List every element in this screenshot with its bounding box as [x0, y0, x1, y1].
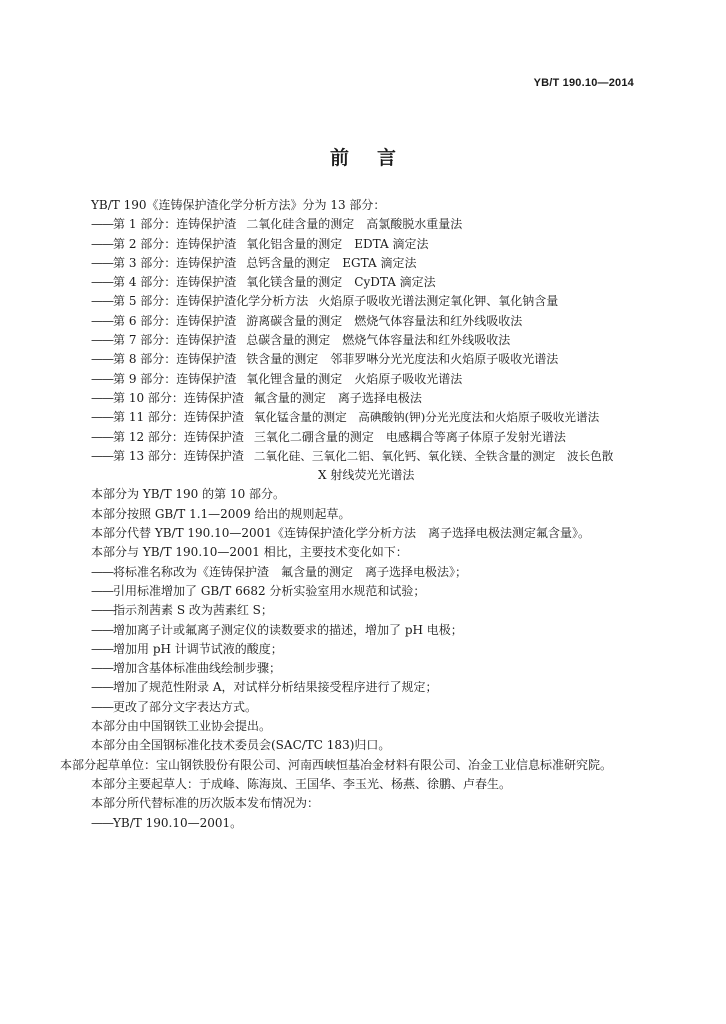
standard-code: YB/T 190.10—2014	[533, 77, 634, 89]
list-item: —— 第 9 部分：连铸保护渣 氧化锂含量的测定 火焰原子吸收光谱法	[91, 371, 463, 386]
list-item: —— 将标准名称改为《连铸保护渣 氟含量的测定 离子选择电极法》；	[91, 564, 468, 579]
drafting-units: 本部分起草单位：宝山钢铁股份有限公司、河南西峡恒基冶金材料有限公司、冶金工业信息标准研究院。	[60, 757, 613, 772]
drafters: 本部分主要起草人：于成峰、陈海岚、王国华、李玉光、杨燕、徐鹏、卢春生。	[91, 776, 512, 791]
parts-list	[60, 215, 640, 485]
list-item: —— 增加用 pH 计调节试液的酸度；	[91, 641, 283, 656]
list-item: —— 第 4 部分：连铸保护渣 氧化镁含量的测定 CyDTA 滴定法	[91, 275, 436, 290]
list-item: —— 第 5 部分：连铸保护渣化学分析方法 火焰原子吸收光谱法测定氧化钾、氧化钠含量	[91, 294, 559, 309]
page-title: 前言	[329, 147, 424, 169]
list-item: —— 第 1 部分：连铸保护渣 二氧化硅含量的测定 高氯酸脱水重量法	[91, 217, 463, 232]
list-item: —— 更改了部分文字表达方式。	[91, 699, 258, 714]
list-item: —— 第 10 部分：连铸保护渣 氟含量的测定 离子选择电极法	[91, 390, 422, 405]
intro-paragraph: YB/T 190《连铸保护渣化学分析方法》分为 13 部分：	[91, 198, 386, 212]
statement-drafting-rules: 本部分按照 GB/T 1.1—2009 给出的规则起草。	[91, 506, 351, 521]
list-item: —— 第 6 部分：连铸保护渣 游离碳含量的测定 燃烧气体容量法和红外线吸收法	[91, 313, 523, 328]
statement-replaces: 本部分代替 YB/T 190.10—2001《连铸保护渣化学分析方法 离子选择电极法测定氟含量》。	[91, 526, 590, 541]
list-item: —— 引用标准增加了 GB/T 6682 分析实验室用水规范和试验；	[91, 583, 426, 598]
proposed-by: 本部分由中国钢铁工业协会提出。	[91, 719, 272, 734]
list-item: —— YB/T 190.10—2001。	[91, 815, 243, 830]
list-item: —— 第 3 部分：连铸保护渣 总钙含量的测定 EGTA 滴定法	[91, 255, 417, 270]
list-item: —— 第 2 部分：连铸保护渣 氧化铝含量的测定 EDTA 滴定法	[91, 236, 429, 251]
list-item: —— 增加离子计或氟离子测定仪的读数要求的描述，增加了 pH 电极；	[91, 622, 463, 637]
list-item: —— 第 11 部分：连铸保护渣 氧化锰含量的测定 高碘酸钠(钾)分光光度法和火焰原子吸收光谱法	[91, 410, 600, 425]
list-item: —— 指示剂茜素 S 改为茜素红 S；	[91, 603, 273, 618]
list-item: —— 增加含基体标准曲线绘制步骤；	[91, 661, 282, 676]
list-item: —— 第 8 部分：连铸保护渣 铁含量的测定 邻菲罗啉分光光度法和火焰原子吸收光谱法	[91, 352, 559, 367]
statement-part-number: 本部分为 YB/T 190 的第 10 部分。	[91, 487, 286, 502]
statement-changes-intro: 本部分与 YB/T 190.10—2001 相比，主要技术变化如下：	[91, 545, 408, 560]
list-item: —— 第 7 部分：连铸保护渣 总碳含量的测定 燃烧气体容量法和红外线吸收法	[91, 333, 511, 348]
changes-list	[60, 563, 640, 717]
list-item-continuation: X 射线荧光光谱法	[318, 468, 415, 483]
list-item: —— 第 12 部分：连铸保护渣 三氧化二硼含量的测定 电感耦合等离子体原子发射光谱法	[91, 429, 566, 444]
foreword-body	[60, 196, 640, 833]
history-intro: 本部分所代替标准的历次版本发布情况为：	[91, 796, 320, 811]
managed-by: 本部分由全国钢标准化技术委员会(SAC/TC 183)归口。	[91, 738, 391, 753]
list-item: —— 增加了规范性附录 A，对试样分析结果接受程序进行了规定；	[91, 680, 438, 695]
list-item: —— 第 13 部分：连铸保护渣 二氧化硅、三氧化二铝、氧化钙、氧化镁、全铁含量的测定 波长色散	[91, 448, 614, 463]
